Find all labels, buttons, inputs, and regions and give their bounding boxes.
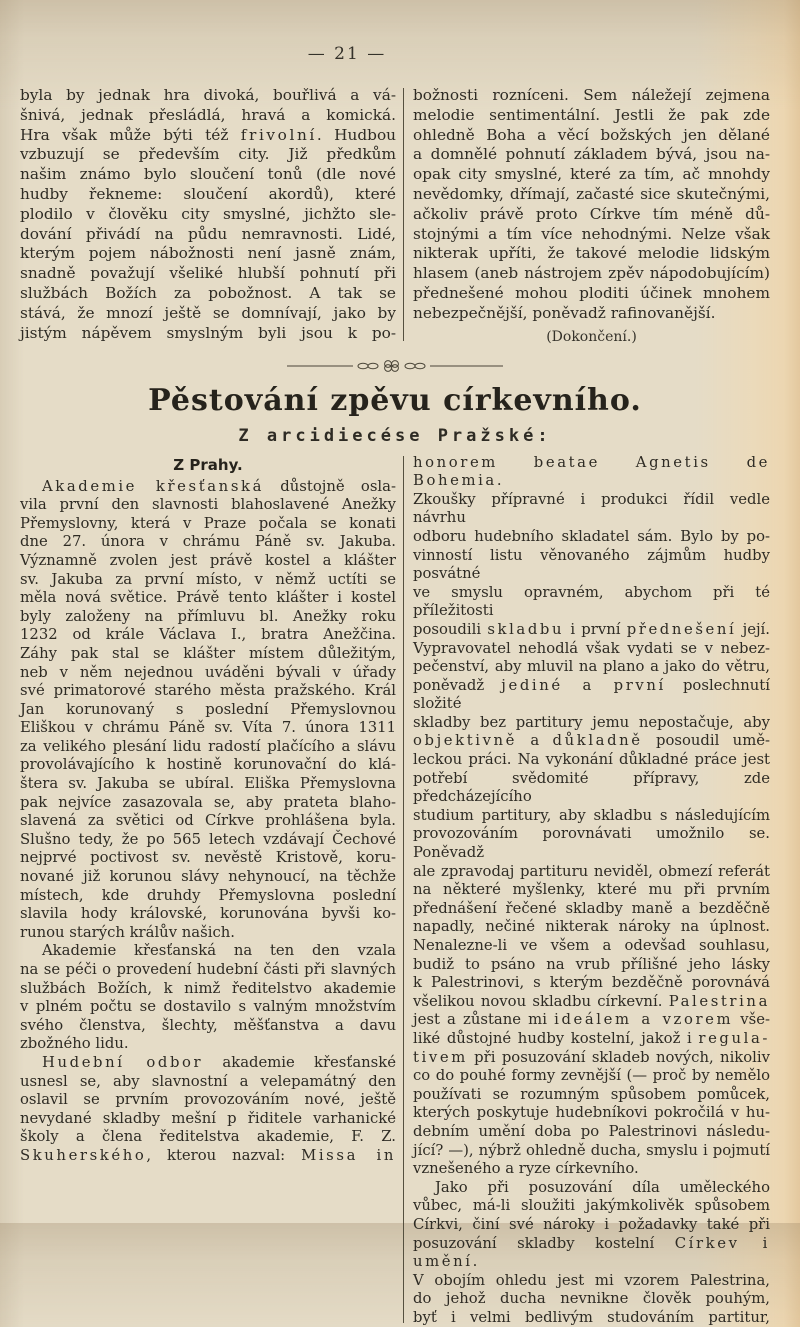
text-line: byly založeny na přímluvu bl. Anežky roku xyxy=(20,607,396,625)
text-line: místech, kde druhdy Přemyslovna poslední xyxy=(20,886,396,904)
text-line: byla by jednak hra divoká, bouřlivá a vá- xyxy=(20,86,396,104)
report-left-column xyxy=(20,454,396,1327)
left-column-heading: Z Prahy. xyxy=(173,455,243,474)
text-line: liké důstojné hudby kostelní, jakož i regula- xyxy=(413,1029,770,1047)
text-line: nevydané skladby mešní p řiditele varhanické xyxy=(20,1109,396,1127)
text-line: k Palestrinovi, s kterým bezděčně porovnává xyxy=(413,974,770,992)
text-line: posuzování skladby kostelní Církev i umění. xyxy=(413,1234,770,1271)
text-line: Jako při posuzování díla uměleckého xyxy=(435,1178,770,1196)
page-number: — 21 — xyxy=(307,44,387,64)
text-line: ale zpravodaj partituru neviděl, obmezí referát xyxy=(413,862,770,880)
text-line: potřebí svědomité přípravy, zde předcházejícího xyxy=(413,769,770,806)
text-line: plodilo v člověku city smyslné, jichžto sle- xyxy=(20,204,396,223)
text-line: objektivně a důkladně posoudil umě- xyxy=(413,732,770,750)
top-right-text xyxy=(413,86,770,324)
paragraph xyxy=(20,86,396,343)
text-line: pečenství, aby mluvil na plano a jako do větru, xyxy=(413,658,770,676)
text-line: Hra však může býti též frivolní. Hudbou xyxy=(20,125,397,144)
text-line: poněvadž jediné a první poslechnutí složité xyxy=(413,676,770,713)
report-left-text xyxy=(20,478,396,1166)
text-line: budiž to psáno na vrub přílišné jeho lásky xyxy=(413,955,770,973)
text-line: snadně považují všeliké hlubší pohnutí při xyxy=(20,264,396,283)
text-line: vila první den slavnosti blahoslavené Anežky xyxy=(20,496,396,514)
report-right-column xyxy=(413,454,770,1327)
text-line: nované již korunou slávy nehynoucí, na těchže xyxy=(20,868,396,886)
text-line: kterým pojem nábožnosti není jasně znám, xyxy=(20,244,396,263)
text-line: neb v něm nejednou uváděni bývali v úřady xyxy=(20,663,396,681)
text-line: službách Božích, k nimž ředitelstvo akademie xyxy=(20,979,396,997)
text-line: pak nejvíce zasazovala se, aby prateta blaho- xyxy=(20,793,396,811)
paragraph xyxy=(20,942,396,1054)
text-line: štera sv. Jakuba se ubíral. Eliška Přemyslovna xyxy=(20,775,396,793)
text-line: božnosti rozníceni. Sem náležejí zejmena xyxy=(413,86,770,104)
text-line: odboru hudebního skladatel sám. Bylo by po- xyxy=(413,527,770,545)
text-line: hlasem (aneb nástrojem zpěv nápodobujícím) xyxy=(413,264,770,283)
text-line: V obojím ohledu jest mi vzorem Palestrina, xyxy=(413,1271,770,1289)
text-line: tivem při posuzování skladeb nových, nikoliv xyxy=(413,1048,770,1066)
paragraph xyxy=(413,86,770,324)
text-line: sv. Jakuba za první místo, v němž uctíti se xyxy=(20,570,396,588)
ornament-icon xyxy=(285,359,505,373)
column-divider xyxy=(403,456,404,1324)
text-line: vůbec, má-li sloužiti jakýmkolivěk spůsobem xyxy=(413,1197,770,1215)
text-line: oslavil se prvním provozováním nové, ještě xyxy=(20,1091,396,1109)
text-line: ohledně Boha a věcí božských jen dělané xyxy=(413,125,770,144)
text-line: vznešeného a ryze církevního. xyxy=(413,1160,639,1178)
text-line: co do pouhé formy zevnější (— proč by nemělo xyxy=(413,1067,770,1085)
text-line: Církvi, činí své nároky i požadavky také při xyxy=(413,1215,770,1233)
text-line: Nenalezne-li ve všem a odevšad souhlasu, xyxy=(413,937,770,954)
text-line: slavila hody královské, korunována byvši ko- xyxy=(20,905,396,923)
report-right-text xyxy=(413,454,770,1327)
paragraph xyxy=(413,1179,770,1327)
text-line: Skuherského, kterou nazval: Missa in xyxy=(20,1146,396,1164)
column-divider xyxy=(403,88,404,341)
text-line: Akademie křesťanská důstojně osla- xyxy=(42,477,396,495)
text-line: na některé myšlenky, které mu při prvním xyxy=(413,881,770,899)
text-line: nikterak upříti, že takové melodie lidským xyxy=(413,244,770,263)
text-line: melodie sentimentální. Jestli že pak zde xyxy=(413,105,770,124)
text-line: byť i velmi bedlivým studováním partitur, xyxy=(413,1308,770,1326)
text-line: šnivá, jednak přesládlá, hravá a komická. xyxy=(20,105,396,124)
text-line: leckou práci. Na vykonání důkladné práce jest xyxy=(413,751,770,769)
text-line: Záhy pak stal se klášter místem důležitým, xyxy=(20,644,396,662)
text-line: provolávajícího k hostině korunovační do klá- xyxy=(20,756,396,774)
text-line: Slušno tedy, že po 565 letech vzdávají Čechové xyxy=(20,830,396,848)
text-line: runou starých králův našich. xyxy=(20,923,235,941)
text-line: Zkoušky přípravné i produkci řídil vedle návrhu xyxy=(413,490,770,527)
text-line: studium partitury, aby skladbu s následujícím xyxy=(413,806,770,824)
text-line: Jan korunovaný s poslední Přemyslovnou xyxy=(20,700,396,718)
text-line: ve smyslu opravném, abychom při té příležitosti xyxy=(413,583,770,620)
text-line: nevědomky, dřímají, začasté sice skutečnými, xyxy=(413,184,770,203)
text-line: Hudební odbor akademie křesťanské xyxy=(42,1053,396,1071)
text-line: měla nová světice. Právě tento klášter i kostel xyxy=(20,589,396,607)
text-line: provozováním porovnávati umožnilo se. Poněvadž xyxy=(413,825,770,862)
text-line: usnesl se, aby slavnostní a velepamátný den xyxy=(20,1072,396,1090)
text-line: do jehož ducha nevnikne člověk pouhým, xyxy=(413,1290,770,1308)
text-line: dne 27. února v chrámu Páně sv. Jakuba. xyxy=(20,533,396,551)
text-line: nebezpečnější, poněvadž rafinovanější. xyxy=(413,303,716,322)
text-line: slavená za světici od Církve prohlášena byla. xyxy=(20,812,396,830)
text-line: Vypravovatel nehodlá však vydati se v nebez- xyxy=(413,639,770,657)
top-right-column xyxy=(413,86,770,345)
text-line: skladby bez partitury jemu nepostačuje, aby xyxy=(413,713,770,731)
text-line: opak city smyslné, které za tím, ač mnohdy xyxy=(413,165,770,184)
text-line: honorem beatae Agnetis de Bohemia. xyxy=(413,453,770,490)
text-line: napadly, nečiné nikterak nároky na úplnost. xyxy=(413,918,770,936)
text-line: našim známo bylo sloučení tonů (dle nové xyxy=(20,165,396,184)
paragraph xyxy=(20,478,396,943)
text-line: jistým nápěvem smyslným byli jsou k po- xyxy=(20,323,396,342)
text-line: 1232 od krále Václava I., bratra Anežčina. xyxy=(20,626,396,644)
text-line: stojnými a tím více nehodnými. Nelze však xyxy=(413,224,770,243)
text-line: debním umění doba po Palestrinovi následu- xyxy=(413,1122,770,1140)
text-line: používati se rozumným spůsobem pomůcek, xyxy=(413,1085,770,1103)
text-line: nejprvé poctivost sv. nevěstě Kristově, koru- xyxy=(20,849,396,867)
top-article xyxy=(20,86,770,345)
text-line: školy a člena ředitelstva akademie, F. Z. xyxy=(20,1128,396,1146)
article-subtitle: Z arcidiecése Pražské: xyxy=(238,425,552,446)
text-line: zbožného lidu. xyxy=(20,1035,129,1053)
text-line: vinností listu věnovaného zájmům hudby posvátné xyxy=(413,546,770,583)
text-line: za velikého plesání lidu radostí plačícího a slávu xyxy=(20,737,396,755)
report-section xyxy=(20,454,770,1327)
text-line: svého členstva, šlechty, měšťanstva a davu xyxy=(20,1016,396,1034)
paragraph xyxy=(413,454,770,1179)
text-line: posoudili skladbu i první přednešení její. xyxy=(413,620,770,638)
text-line: jící? —), nýbrž ohledně ducha, smyslu i pojmutí xyxy=(413,1141,770,1159)
text-line: vzbuzují se především city. Již předkům xyxy=(20,145,396,164)
text-line: ačkoliv právě proto Církve tím méně dů- xyxy=(413,204,770,223)
text-line: Přemyslovny, která v Praze počala se konati xyxy=(20,514,396,532)
text-line: přednášení řečené skladby maně a bezděčně xyxy=(413,899,770,917)
text-line: kterých poskytuje hudebníkovi pokročilá v hu- xyxy=(413,1104,770,1122)
text-line: všelikou novou skladbu církevní. Palestrina xyxy=(413,992,770,1010)
text-line: stává, že mnozí ještě se domnívají, jako by xyxy=(20,303,396,322)
article-end-note: (Dokončení.) xyxy=(546,328,637,345)
text-line: Významně zvolen jest právě kostel a klášter xyxy=(20,551,396,569)
text-line: službách Božích za pobožnost. A tak se xyxy=(20,283,396,302)
text-line: Akademie křesťanská na ten den vzala xyxy=(42,942,396,960)
divider-ornament xyxy=(20,359,770,373)
text-line: své primatorové starého města pražského. Král xyxy=(20,682,396,700)
top-left-column xyxy=(20,86,396,345)
article-title: Pěstování zpěvu církevního. xyxy=(148,382,642,418)
paragraph xyxy=(20,1054,396,1166)
text-line: přednešené mohou ploditi účinek mnohem xyxy=(413,283,770,302)
text-line: a domnělé pohnutí základem bývá, jsou na- xyxy=(413,145,770,164)
text-line: jest a zůstane mi ideálem a vzorem vše- xyxy=(413,1011,771,1029)
text-line: v plném počtu se dostavilo s valným množstvím xyxy=(20,998,396,1016)
text-line: Eliškou v chrámu Páně sv. Víta 7. února 1311 xyxy=(20,719,396,737)
text-line: hudby řekneme: sloučení akordů), které xyxy=(20,184,396,203)
text-line: dování přivádí na půdu nemravnosti. Lidé, xyxy=(20,224,396,243)
text-line: na se péči o provedení hudební části při slavných xyxy=(20,961,396,978)
